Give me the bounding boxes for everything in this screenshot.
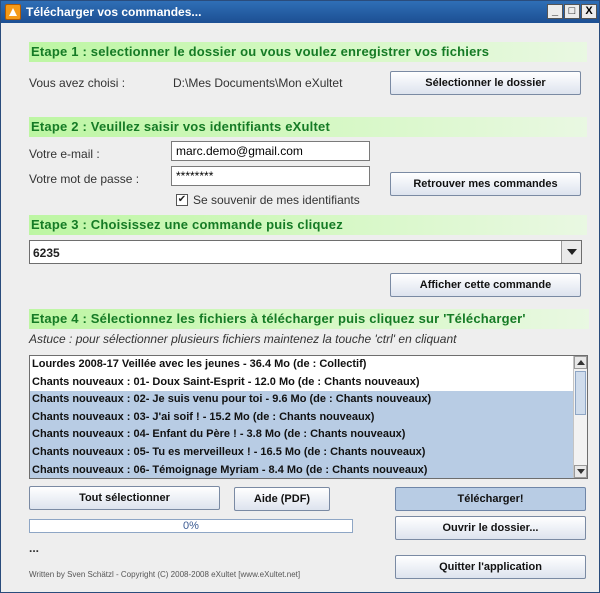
step4-heading: Etape 4 : Sélectionnez les fichiers à télécharger puis cliquez sur 'Télécharger' <box>29 309 589 329</box>
list-scrollbar[interactable] <box>573 356 587 478</box>
remember-checkbox[interactable]: ✔ <box>177 194 187 205</box>
list-item[interactable]: Chants nouveaux : 02- Je suis venu pour toi - 9.6 Mo (de : Chants nouveaux) <box>30 391 587 409</box>
minimize-button[interactable]: _ <box>547 4 563 19</box>
step3-heading: Etape 3 : Choisissez une commande puis cliquez <box>29 215 587 235</box>
close-button[interactable]: X <box>581 4 597 19</box>
app-logo-icon <box>5 4 21 20</box>
help-pdf-button[interactable]: Aide (PDF) <box>234 487 330 511</box>
email-label: Votre e-mail : <box>29 147 100 161</box>
password-field[interactable]: ******** <box>171 166 370 186</box>
chosen-folder-path: D:\Mes Documents\Mon eXultet <box>173 76 343 90</box>
list-item[interactable]: Chants nouveaux : 04- Enfant du Père ! - 3.8 Mo (de : Chants nouveaux) <box>30 426 587 444</box>
chevron-down-icon[interactable] <box>561 241 581 263</box>
download-button[interactable]: Télécharger! <box>395 487 586 511</box>
copyright-text: Written by Sven Schätzl - Copyright (C) 2008-2008 eXultet [www.eXultet.net] <box>29 570 301 579</box>
step2-heading: Etape 2 : Veuillez saisir vos identifiants eXultet <box>29 117 587 137</box>
list-item[interactable]: Chants nouveaux : 03- J'ai soif ! - 15.2 Mo (de : Chants nouveaux) <box>30 409 587 427</box>
email-field[interactable]: marc.demo@gmail.com <box>171 141 370 161</box>
title-bar[interactable] <box>1 1 599 23</box>
select-folder-button[interactable]: Sélectionner le dossier <box>390 71 581 95</box>
list-item[interactable]: Chants nouveaux : 05- Tu es merveilleux ! - 16.5 Mo (de : Chants nouveaux) <box>30 444 587 462</box>
order-select[interactable] <box>29 240 582 264</box>
show-order-button[interactable]: Afficher cette commande <box>390 273 581 297</box>
select-all-button[interactable]: Tout sélectionner <box>29 486 220 510</box>
password-label: Votre mot de passe : <box>29 172 140 186</box>
list-item[interactable]: Lourdes 2008-17 Veillée avec les jeunes - 36.4 Mo (de : Collectif) <box>32 358 367 370</box>
scroll-thumb[interactable] <box>575 371 586 415</box>
list-item[interactable]: Chants nouveaux : 06- Témoignage Myriam - 8.4 Mo (de : Chants nouveaux) <box>30 462 587 479</box>
window-title: Télécharger vos commandes... <box>26 5 202 19</box>
download-progress <box>29 519 353 533</box>
order-select-value: 6235 <box>33 246 60 260</box>
scroll-down-icon[interactable] <box>574 465 587 478</box>
file-list[interactable] <box>29 355 588 479</box>
progress-text: 0% <box>183 520 199 532</box>
status-text: ... <box>29 541 40 555</box>
remember-label: Se souvenir de mes identifiants <box>193 193 360 207</box>
retrieve-orders-button[interactable]: Retrouver mes commandes <box>390 172 581 196</box>
scroll-up-icon[interactable] <box>574 356 587 369</box>
chosen-folder-label: Vous avez choisi : <box>29 76 126 90</box>
quit-button[interactable]: Quitter l'application <box>395 555 586 579</box>
maximize-button[interactable]: □ <box>564 4 580 19</box>
list-item[interactable]: Chants nouveaux : 01- Doux Saint-Esprit - 12.0 Mo (de : Chants nouveaux) <box>32 375 420 388</box>
open-folder-button[interactable]: Ouvrir le dossier... <box>395 516 586 540</box>
hint-text: Astuce : pour sélectionner plusieurs fichiers maintenez la touche 'ctrl' en cliquant <box>29 332 457 346</box>
step1-heading: Etape 1 : selectionner le dossier ou vous voulez enregistrer vos fichiers <box>29 42 587 62</box>
